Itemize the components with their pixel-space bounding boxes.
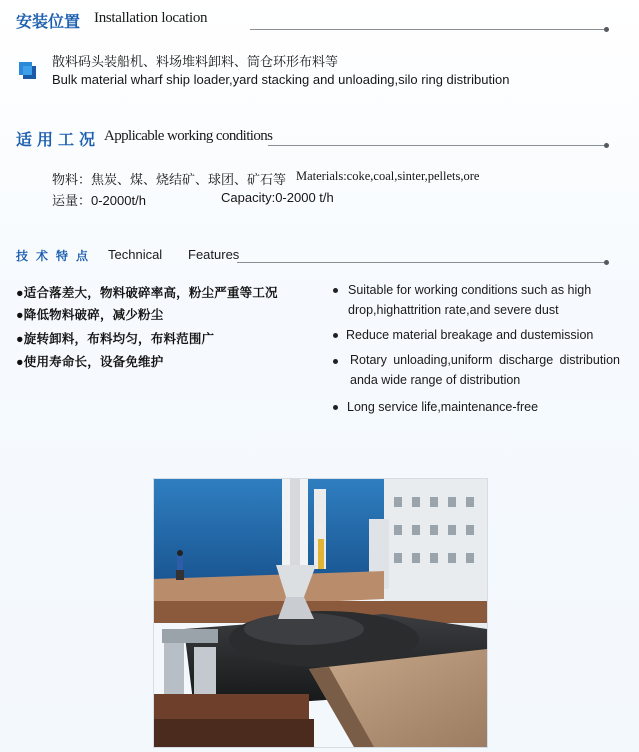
working-title-en: Applicable working conditions <box>104 128 273 144</box>
tech-title-en-features: Features <box>188 247 240 262</box>
bullet-dot <box>333 359 338 364</box>
materials-en: Materials:coke,coal,sinter,pellets,ore <box>296 169 480 183</box>
ship-loader-photo <box>153 478 488 748</box>
materials-cn: 物料：焦炭、煤、烧结矿、球团、矿石等 <box>52 172 287 187</box>
tech-title-cn: 技术特点 <box>16 249 97 263</box>
feature-cn-2: ●降低物料破碎，减少粉尘 <box>16 308 164 322</box>
feature-en-3: Rotary unloading,uniform discharge distribution anda wide range of distribution <box>350 353 620 387</box>
tech-title-en-technical: Technical <box>108 247 163 262</box>
feature-cn-4: ●使用寿命长，设备免维护 <box>16 355 164 369</box>
feature-cn-1: ●适合落差大，物料破碎率高，粉尘严重等工况 <box>16 286 278 300</box>
bullet-dot <box>333 333 338 338</box>
working-rule-dot <box>604 143 609 148</box>
install-rule <box>250 29 606 30</box>
install-line-cn: 散料码头装船机、料场堆料卸料、筒仓环形布料等 <box>52 54 339 69</box>
install-title-en: Installation location <box>94 10 208 26</box>
working-rule <box>268 145 606 146</box>
feature-cn-3: ●旋转卸料，布料均匀，布料范围广 <box>16 332 215 346</box>
tech-rule-dot <box>604 260 609 265</box>
tech-rule <box>237 262 606 263</box>
ship-loader-illustration <box>154 479 487 747</box>
install-title-cn: 安装位置 <box>16 14 81 31</box>
feature-en-1: Suitable for working conditions such as high drop,highattrition rate,and severe dust <box>348 283 592 317</box>
working-title-cn: 适用工况 <box>16 132 101 149</box>
bullet-dot <box>333 288 338 293</box>
install-rule-dot <box>604 27 609 32</box>
cube-icon <box>18 61 38 81</box>
install-line-en: Bulk material wharf ship loader,yard stacking and unloading,silo ring distribution <box>52 72 510 87</box>
feature-en-4: Long service life,maintenance-free <box>347 400 539 414</box>
capacity-en: Capacity:0-2000 t/h <box>221 190 334 205</box>
bullet-dot <box>333 405 338 410</box>
capacity-cn: 运量：0-2000t/h <box>52 193 146 208</box>
feature-en-2: Reduce material breakage and dustemission <box>346 328 594 342</box>
